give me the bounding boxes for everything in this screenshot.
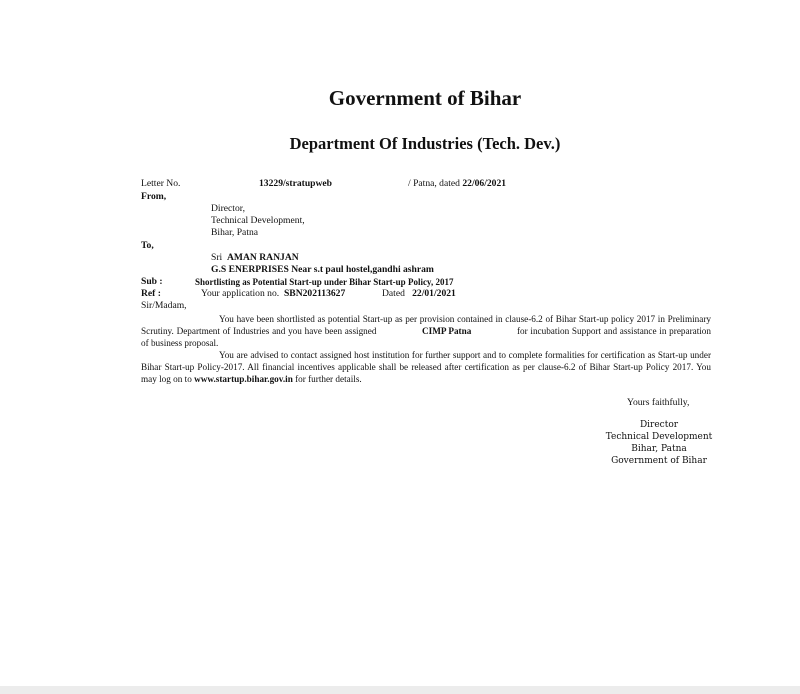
p2-end: for further details.: [295, 374, 362, 385]
from-label: From,: [141, 191, 167, 202]
signature-line-3: Bihar, Patna: [631, 444, 687, 454]
ref-dated-line: [382, 288, 456, 300]
from-line-3: Bihar, Patna: [211, 227, 259, 238]
from-line-2: Technical Development,: [211, 215, 305, 226]
from-line-1: Director,: [211, 203, 245, 214]
closing: Yours faithfully,: [627, 397, 690, 408]
recipient-name-line: [211, 252, 299, 264]
p1-end: for incubation Support and assistance in preparation of business proposal.: [141, 326, 711, 349]
recipient-address: G.S ENERPRISES Near s.t paul hostel,gandhi ashram: [211, 264, 434, 275]
department-title: Department Of Industries (Tech. Dev.): [289, 134, 561, 153]
government-title: Government of Bihar: [328, 86, 522, 110]
application-no: SBN202113627: [283, 288, 346, 299]
recipient-salutation: Sri: [211, 252, 223, 263]
ref-label: Ref :: [141, 288, 161, 299]
to-label: To,: [141, 240, 154, 251]
application-label: Your application no.: [201, 288, 280, 299]
startup-link[interactable]: www.startup.bihar.gov.in: [194, 374, 293, 385]
assigned-institution: CIMP Patna: [422, 326, 472, 337]
letter-date: 22/06/2021: [462, 178, 507, 189]
recipient-name: AMAN RANJAN: [227, 252, 299, 263]
application-line: [201, 288, 345, 300]
signature-line-2: Technical Development: [605, 432, 713, 442]
body-paragraph-2: [141, 349, 711, 386]
signature-line-4: Government of Bihar: [611, 456, 707, 466]
letter-no: 13229/stratupweb: [259, 178, 333, 189]
subject-label: Sub :: [141, 276, 163, 287]
letter-date-line: [408, 178, 506, 190]
signature-line-1: Director: [639, 420, 679, 430]
ref-dated-label: Dated: [382, 288, 405, 299]
letter-no-label: Letter No.: [141, 178, 181, 189]
subject-text: Shortlisting as Potential Start-up under Bihar Start-up Policy, 2017: [195, 277, 454, 287]
body-paragraph-1: [141, 313, 711, 350]
bottom-scroll-strip: [0, 686, 800, 694]
ref-dated: 22/01/2021: [412, 288, 456, 299]
p1-start: You have been shortlisted as potential Start-up as per provision contained in clause-6.2 of Bihar Start-up policy 2017 in Preliminary Scrutiny. Department of Industries and you have been assigned: [141, 314, 711, 337]
greeting: Sir/Madam,: [141, 300, 187, 311]
place-date-label: / Patna, dated: [408, 178, 460, 189]
p2-start: You are advised to contact assigned host institution for further support and to complete formalities for certification as Start-up under Bihar Start-up Policy-2017. All financial incentives applicable shall be released after certification as per clause-6.2 of Bihar Start-up Policy 2017. You may log on to: [141, 350, 711, 385]
